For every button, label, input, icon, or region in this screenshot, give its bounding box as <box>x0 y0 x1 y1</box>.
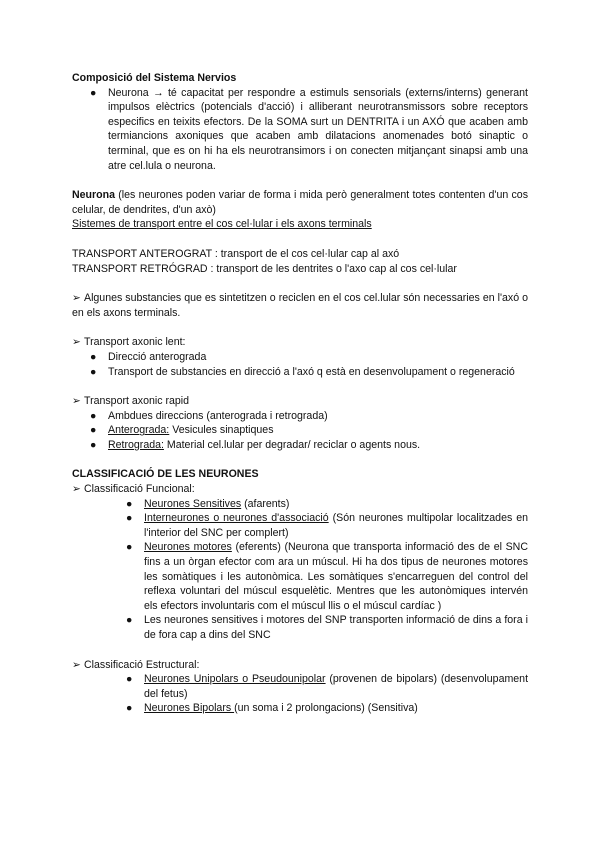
arrowhead-icon: ➢ <box>72 483 81 496</box>
transport-anterograde-line: TRANSPORT ANTEROGRAT : transport de el cos cel·lular cap al axó <box>72 247 400 260</box>
list-item: ● Les neurones sensitives i motores del SNP transporten informació de dins a fora i de fora cap a dins del SNC <box>126 614 528 641</box>
arrowhead-icon: ➢ <box>72 395 81 408</box>
document-page <box>72 71 528 716</box>
bullet-text: → té capacitat per respondre a estimuls sensorials (externs/interns) generant impulsos elèctrics (potencials d'acció) i alliberant neurotransmissors sobre receptors especifics en teixits efectors. De la SOMA surt un DENTRITA i un AXÓ que acaben amb termiancions axoniques que acaben amb dilatacions anomenades botó sinaptic o terminal, que es on hi ha els neurotransimors i on conecten mitjançant sinapsi amb una atre cel.lula o neurona. <box>108 86 528 172</box>
functional-heading: ➢ Classificació Funcional: <box>72 483 195 496</box>
neurona-term: Neurona <box>72 189 115 202</box>
slow-transport-heading: ➢ Transport axonic lent: <box>72 336 186 349</box>
substances-text: Algunes substancies que es sintetitzen o reciclen en el cos cel.lular són necessaries en l'axó o en els axons terminals. <box>72 292 528 319</box>
bullet-icon: ● <box>126 541 133 554</box>
classification-title: CLASSIFICACIÓ DE LES NEURONES <box>72 468 259 481</box>
arrowhead-icon: ➢ <box>72 292 81 305</box>
bullet-icon: ● <box>126 512 133 525</box>
list-item: ● Retrograda: Material cel.lular per degradar/ reciclar o agents nous. <box>90 438 421 451</box>
bullet-icon: ● <box>126 702 133 715</box>
bullet-icon: ● <box>90 365 97 378</box>
bullet-icon: ● <box>90 409 97 422</box>
list-item: ● Neurones Bipolars (un soma i 2 prolongacions) (Sensitiva) <box>126 702 418 715</box>
bullet-icon: ● <box>126 673 133 686</box>
arrowhead-icon: ➢ <box>72 658 81 671</box>
neurona-paragraph <box>72 188 528 217</box>
section-title: Composició del Sistema Nervios <box>72 72 237 84</box>
list-item: ● Direcció anterograda <box>90 350 207 363</box>
list-item <box>72 86 528 174</box>
list-item: ● Transport de substancies en direcció a l'axó q està en desenvolupament o regeneració <box>90 365 515 378</box>
bullet-term: Neurona <box>108 86 149 99</box>
bullet-icon: ● <box>126 497 133 510</box>
fast-transport-heading: ➢ Transport axonic rapid <box>72 395 190 408</box>
neurona-text: (les neurones poden variar de forma i mida però generalment totes contenten d'un cos celular, de dendrites, d'un axò) <box>72 189 528 216</box>
transport-retrograde-line: TRANSPORT RETRÓGRAD : transport de les dentrites o l'axo cap al cos cel·lular <box>72 262 457 275</box>
list-item: ● Neurones Sensitives (afarents) <box>126 497 290 510</box>
transport-systems-heading: Sistemes de transport entre el cos cel·lular i els axons terminals <box>72 218 372 231</box>
bullet-icon: ● <box>90 350 97 363</box>
bullet-icon: ● <box>90 438 97 451</box>
bullet-icon: ● <box>126 614 133 627</box>
bullet-icon: ● <box>90 424 97 437</box>
bullet-icon: ● <box>90 86 97 99</box>
arrowhead-icon: ➢ <box>72 336 81 349</box>
list-item: ● Neurones motores (eferents) (Neurona que transporta informació des de el SNC fins a un òrgan efector com ara un múscul. Hi ha dos tipus de neurones motores les somàtiques i les autonòmica. Les somàtiques s'encarreguen del control del reflexa voluntari del múscul esquelètic. Mentres que les autonòmiques intervén els efectors involuntaris com el múscul llis o el múscul cardíac ) <box>126 541 528 612</box>
structural-heading: ➢ Classificació Estructural: <box>72 658 200 671</box>
list-item: ● Neurones Unipolars o Pseudounipolar (provenen de bipolars) (desenvolupament del fetus) <box>126 673 529 700</box>
list-item: ● Anterograda: Vesicules sinaptiques <box>90 424 274 437</box>
list-item: ● Interneurones o neurones d'associació (Són neurones multipolar localitzades en l'interior del SNC per complert) <box>126 512 528 539</box>
substances-paragraph <box>72 291 528 320</box>
list-item: ● Ambdues direccions (anterograda i retrograda) <box>90 409 328 422</box>
